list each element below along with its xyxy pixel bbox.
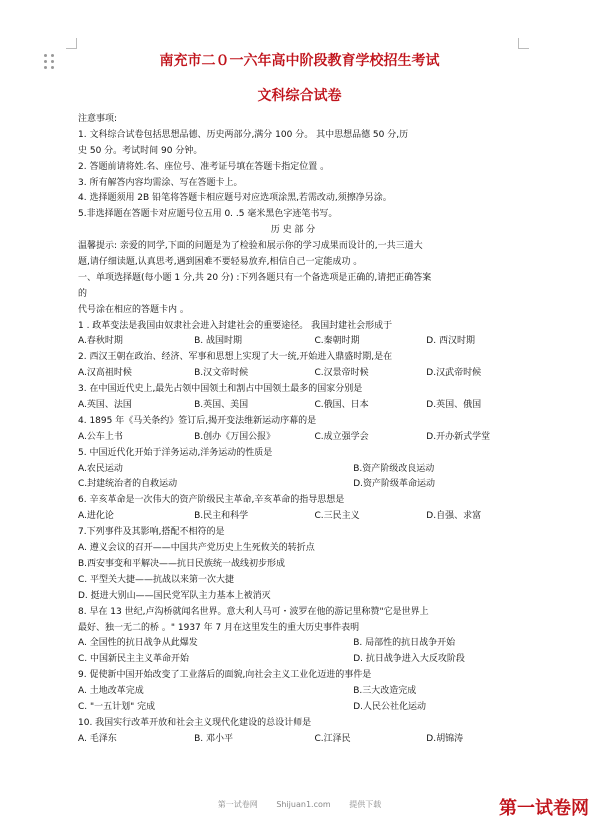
document-line: C. 平型关大捷——抗战以来第一次大捷	[78, 574, 235, 585]
answer-option: C. "一五计划" 完成	[78, 701, 156, 712]
document-line: B.西安事变和平解决——抗日民族统一战线初步形成	[78, 558, 286, 569]
answer-option: B. 局部性的抗日战争开始	[353, 638, 456, 649]
answer-option: B.英国、美国	[194, 400, 249, 411]
document-line: 8. 早在 13 世纪,卢沟桥就闻名世界。意大利人马可・波罗在他的游记里称赞"它是世界上	[78, 606, 429, 617]
document-line: 温馨提示: 亲爱的同学,下面的问题是为了检验和展示你的学习成果而设计的,一共三道大	[78, 241, 423, 252]
footer-site-url: Shijuan1.com	[276, 800, 331, 809]
document-line: 2. 答题前请将姓.名、座位号、准考证号填在答题卡指定位置 。	[78, 161, 330, 172]
document-line: A. 遵义会议的召开——中国共产党历史上生死攸关的转折点	[78, 543, 315, 554]
answer-option: D.人民公社化运动	[353, 701, 426, 712]
document-line: 10. 我国实行改革开放和社会主义现代化建设的总设计师是	[78, 717, 312, 728]
document-line: 2. 西汉王朝在政治、经济、军事和思想上实现了大一统,开始进入鼎盛时期,是在	[78, 352, 393, 363]
answer-option: D. 抗日战争进入大反攻阶段	[353, 654, 465, 665]
document-subtitle: 文科综合试卷	[257, 88, 342, 104]
document-line: 7.下列事件及其影响,搭配不相符的是	[78, 527, 225, 538]
answer-options	[78, 334, 508, 350]
document-line: 的	[78, 288, 88, 299]
answer-option: C.封建统治者的自救运动	[78, 479, 178, 490]
answer-option: C.俄国、日本	[314, 400, 369, 411]
document-line: 史 50 分。考试时间 90 分钟。	[78, 145, 203, 156]
answer-option: B.资产阶级改良运动	[353, 463, 435, 474]
answer-option: B.三大改造完成	[353, 686, 417, 697]
answer-option: C. 中国新民主主义革命开始	[78, 654, 190, 665]
document-line: 3. 所有解答内容均需涂、写在答题卡上。	[78, 177, 243, 188]
answer-option: D.胡锦涛	[426, 733, 464, 744]
answer-option: D.汉武帝时候	[426, 368, 482, 379]
answer-options	[78, 398, 508, 414]
answer-option: D.开办新式学堂	[426, 431, 491, 442]
answer-option: A.进化论	[78, 511, 114, 522]
answer-option: C.秦朝时期	[314, 336, 360, 347]
document-line: 注意事项:	[78, 114, 118, 124]
answer-options	[78, 462, 508, 478]
answer-option: A.汉高祖时候	[78, 368, 132, 379]
answer-option: C.汉景帝时候	[314, 368, 369, 379]
document-body	[78, 112, 508, 748]
document-line: 最好、独一无二的桥 。" 1937 年 7 月在这里发生的重大历史事件表明	[78, 622, 360, 633]
answer-options	[78, 652, 508, 668]
answer-option: A. 土地改革完成	[78, 686, 144, 697]
answer-options	[78, 636, 508, 652]
document-line: 题,请仔细读题,认真思考,遇到困难不要轻易放弃,相信自己一定能成功 。	[78, 257, 363, 268]
document-line: 9. 促使新中国开始改变了工业落后的面貌,向社会主义工业化迈进的事件是	[78, 670, 372, 681]
document-line: 4. 1895 年《马关条约》签订后,揭开变法维新运动序幕的是	[78, 415, 317, 426]
answer-options	[78, 732, 508, 748]
margin-corner-mark-right	[518, 38, 529, 49]
document-line: 一、单项选择题(每小题 1 分,共 20 分) :下列各题只有一个备选项是正确的,请把正确答案	[78, 272, 432, 283]
footer-site-name: 第一试卷网	[217, 800, 258, 809]
answer-option: B.汉文帝时候	[194, 368, 249, 379]
answer-options	[78, 366, 508, 382]
answer-option: A.春秋时期	[78, 336, 123, 347]
answer-options	[78, 509, 508, 525]
answer-option: A. 全国性的抗日战争从此爆发	[78, 638, 198, 649]
document-line: 1. 文科综合试卷包括思想品德、历史两部分,满分 100 分。 其中思想品德 50 分,历	[78, 129, 409, 140]
answer-option: D. 西汉时期	[426, 336, 475, 347]
answer-option: B. 战国时期	[194, 336, 242, 347]
answer-options	[78, 700, 508, 716]
answer-option: D.英国、俄国	[426, 400, 482, 411]
watermark-logo: 第一试卷网	[499, 798, 589, 819]
answer-option: C.成立强学会	[314, 431, 369, 442]
document-line: D. 挺进大别山——国民党军队主力基本上被消灭	[78, 590, 271, 601]
document-line: 5.非选择题在答题卡对应题号位五用 0. .5 毫米黑色字迹笔书写。	[78, 209, 338, 220]
answer-option: B.创办《万国公报》	[194, 431, 276, 442]
section-heading: 历 史 部 分	[270, 225, 316, 236]
document-line: 6. 辛亥革命是一次伟大的资产阶级民主革命,辛亥革命的指导思想是	[78, 495, 345, 506]
document-line: 3. 在中国近代史上,最先占领中国领土和割占中国领土最多的国家分别是	[78, 384, 363, 395]
document-title: 南充市二０一六年高中阶段教育学校招生考试	[159, 53, 440, 69]
answer-option: C.三民主义	[314, 511, 360, 522]
footer-download-note: 提供下载	[349, 800, 382, 809]
answer-option: B.民主和科学	[194, 511, 249, 522]
answer-option: A.英国、法国	[78, 400, 132, 411]
answer-options	[78, 477, 508, 493]
answer-option: A.公车上书	[78, 431, 123, 442]
answer-option: B. 邓小平	[194, 733, 233, 744]
answer-option: D.资产阶级革命运动	[353, 479, 435, 490]
document-line: 代号涂在相应的答题卡内 。	[78, 304, 189, 315]
answer-option: C.江泽民	[314, 733, 351, 744]
answer-option: A. 毛泽东	[78, 733, 117, 744]
margin-corner-mark-left	[66, 38, 77, 49]
document-line: 1 . 政革变法是我国由奴隶社会进入封建社会的重要途径。 我国封建社会形成于	[78, 320, 393, 331]
answer-options	[78, 430, 508, 446]
answer-option: D.自强、求富	[426, 511, 482, 522]
document-line: 4. 选择题须用 2B 铅笔将答题卡相应题号对应选项涂黑,若需改动,须擦净另涂。	[78, 193, 392, 204]
document-line: 5. 中国近代化开始于洋务运动,洋务运动的性质是	[78, 447, 273, 458]
answer-options	[78, 684, 508, 700]
answer-option: A.农民运动	[78, 463, 123, 474]
